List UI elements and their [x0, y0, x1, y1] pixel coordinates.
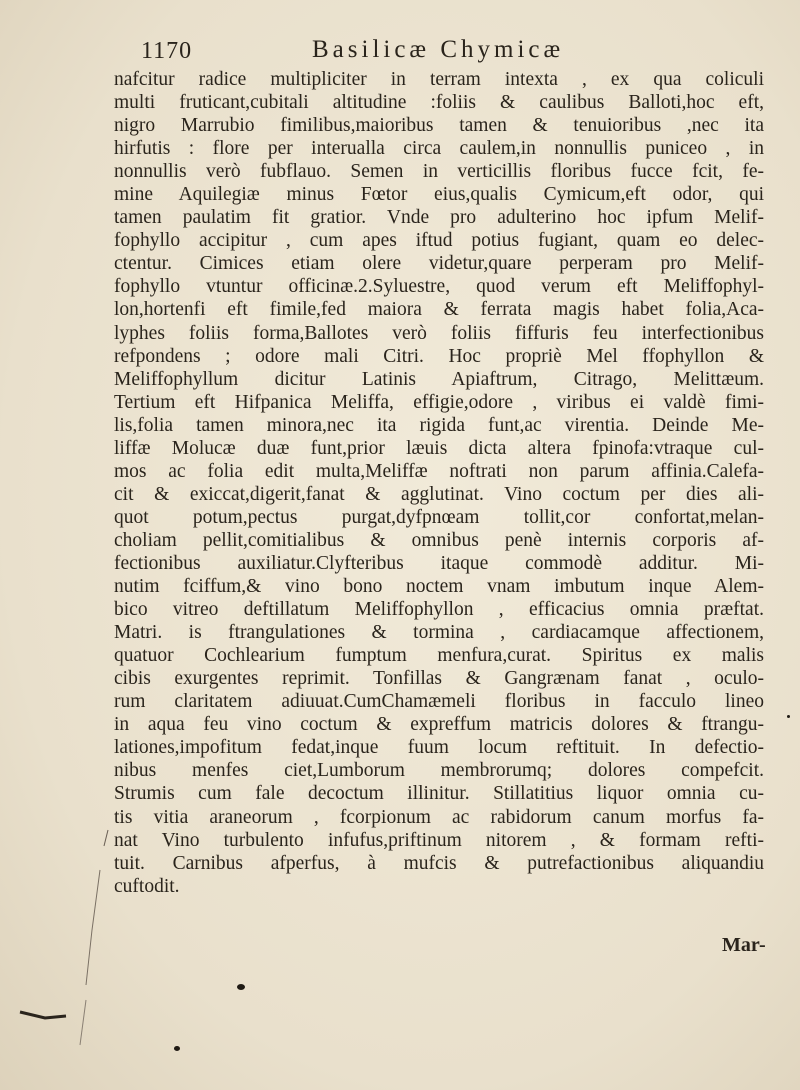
- text-line: nafcitur radice multipliciter in terram intexta , ex qua coliculi: [114, 69, 764, 90]
- text-line: cuftodit.: [114, 875, 180, 897]
- text-line: cibis exurgentes reprimit. Tonfillas & Gangrænam fanat , oculo-: [114, 668, 764, 690]
- text-line: tis vitia araneorum , fcorpionum ac rabidorum canum morfus fa-: [114, 806, 764, 828]
- text-line: multi fruticant,cubitali altitudine :foliis & caulibus Balloti,hoc eft,: [114, 92, 764, 114]
- text-line: nat Vino turbulento infufus,priftinum nitorem , & formam refti-: [114, 829, 764, 851]
- text-line: fophyllo accipitur , cum apes iftud potius fugiant, quam eo delec-: [114, 230, 764, 252]
- text-line: rum claritatem adiuuat.CumChamæmeli floribus in facculo lineo: [114, 691, 764, 713]
- catchword: Mar-: [722, 934, 766, 956]
- text-line: lis,folia tamen minora,nec ita rigida funt,ac virentia. Deinde Me-: [114, 414, 764, 436]
- page-number: 1170: [141, 38, 193, 64]
- text-line: refpondens ; odore mali Citri. Hoc propriè Mel ffophyllon &: [114, 345, 764, 367]
- ink-speck: [237, 984, 245, 990]
- text-line: cit & exiccat,digerit,fanat & agglutinat. Vino coctum per dies ali-: [114, 483, 764, 505]
- text-line: Tertium eft Hifpanica Meliffa, effigie,odore , viribus ei valdè fimi-: [114, 391, 764, 413]
- text-line: lyphes foliis forma,Ballotes verò foliis fiffuris feu interfectionibus: [114, 322, 764, 344]
- text-line: quatuor Cochlearium fumptum menfura,curat. Spiritus ex malis: [114, 645, 764, 667]
- text-line: fophyllo vtuntur officinæ.2.Syluestre, quod verum eft Meliffophyl-: [114, 276, 764, 298]
- ink-speck: [787, 715, 790, 718]
- text-line: nigro Marrubio fimilibus,maioribus tamen & tenuioribus ,nec ita: [114, 115, 764, 137]
- text-line: tamen paulatim fit gratior. Vnde pro adulterino hoc ipfum Melif-: [114, 207, 764, 229]
- text-line: tuit. Carnibus afperfus, à mufcis & putrefactionibus aliquandiu: [114, 852, 764, 874]
- text-line: bico vitreo deftillatum Meliffophyllon , efficacius omnia præftat.: [114, 599, 764, 621]
- text-line: fectionibus auxiliatur.Clyfteribus itaque commodè additur. Mi-: [114, 552, 764, 574]
- ink-speck: [174, 1046, 180, 1051]
- text-line: liffæ Molucæ duæ funt,prior læuis dicta altera fpinofa:vtraque cul-: [114, 437, 764, 459]
- text-line: in aqua feu vino coctum & expreffum matricis dolores & ftrangu-: [114, 714, 764, 736]
- text-line: ctentur. Cimices etiam olere videtur,quare perperam pro Melif-: [114, 253, 764, 275]
- text-line: lationes,impofitum fedat,inque fuum locum reftituit. In defectio-: [114, 737, 764, 759]
- text-line: mine Aquilegiæ minus Fœtor eius,qualis Cymicum,eft odor, qui: [114, 184, 764, 206]
- text-line: Matri. is ftrangulationes & tormina , cardiacamque affectionem,: [114, 622, 764, 644]
- running-head: Basilicæ Chymicæ: [312, 36, 565, 63]
- text-line: Meliffophyllum dicitur Latinis Apiaftrum, Citrago, Melittæum.: [114, 368, 764, 390]
- text-line: nutim fciffum,& vino bono noctem vnam imbutum inque Alem-: [114, 576, 764, 598]
- text-line: nibus menfes ciet,Lumborum membrorumq; dolores compefcit.: [114, 760, 764, 782]
- text-line: mos ac folia edit multa,Meliffæ noftrati non parum affinia.Calefa-: [114, 460, 764, 482]
- text-line: quot potum,pectus purgat,dyfpnœam tollit,cor confortat,melan-: [114, 506, 764, 528]
- text-line: choliam pellit,comitialibus & omnibus penè internis corporis af-: [114, 529, 764, 551]
- text-line: Strumis cum fale decoctum illinitur. Stillatitius liquor omnia cu-: [114, 783, 764, 805]
- text-line: lon,hortenfi eft fimile,fed maiora & ferrata magis habet folia,Aca-: [114, 299, 764, 321]
- text-line: nonnullis verò fubflauo. Semen in verticillis floribus fucce fcit, fe-: [114, 161, 764, 183]
- text-line: hirfutis : flore per interualla circa caulem,in nonnullis puniceo , in: [114, 138, 764, 160]
